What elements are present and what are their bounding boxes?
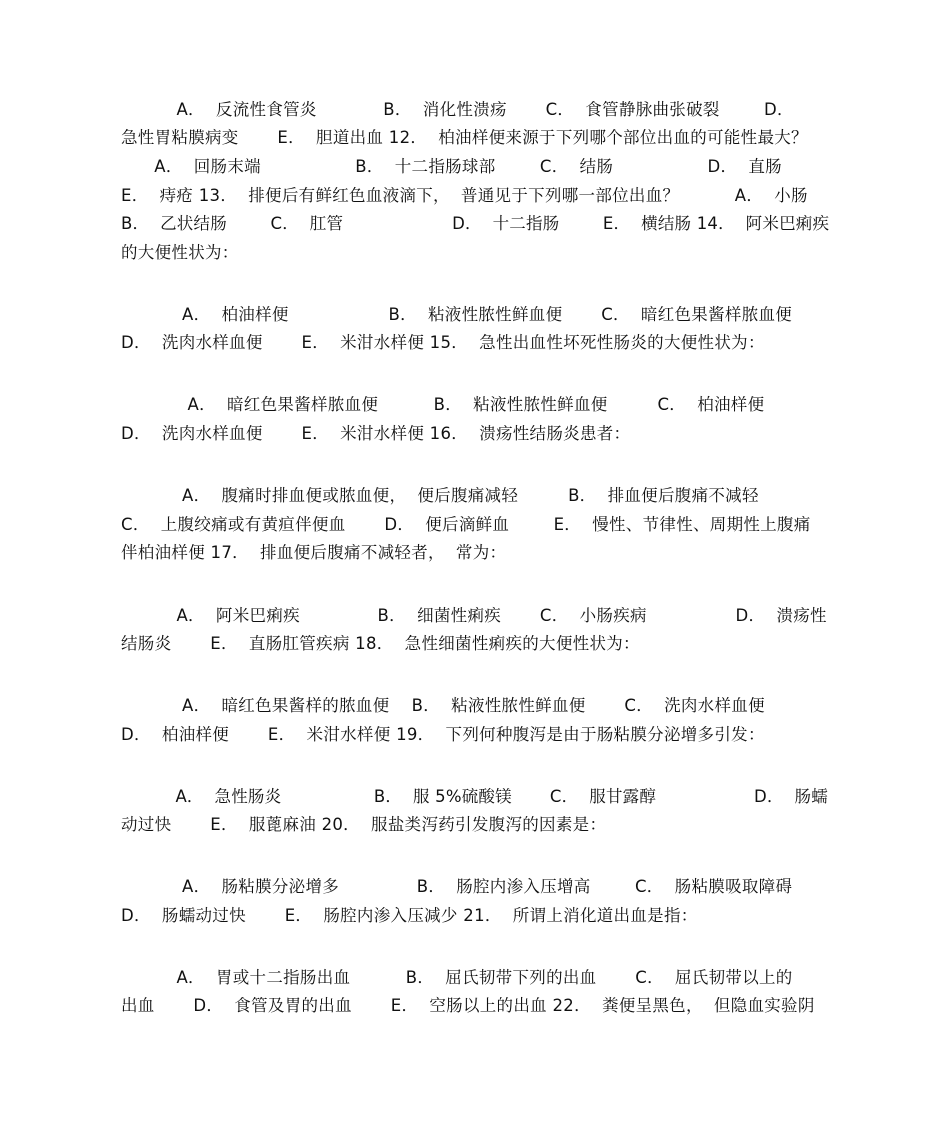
text-line: A． 急性肠炎 B． 服 5%硫酸镁 C． 服甘露醇 D． 肠蠕 — [121, 787, 828, 806]
text-line: E． 痔疮 13． 排便后有鲜红色血液滴下， 普通见于下列哪一部位出血？ A． 小肠 — [121, 186, 808, 205]
text-line: D． 洗肉水样血便 E． 米泔水样便 16． 溃疡性结肠炎患者： — [121, 424, 631, 443]
text-line: A． 暗红色果酱样脓血便 B． 粘液性脓性鲜血便 C． 柏油样便 — [121, 395, 765, 414]
text-line: A． 腹痛时排血便或脓血便， 便后腹痛减轻 B． 排血便后腹痛不减轻 — [121, 486, 759, 505]
text-line: D． 肠蠕动过快 E． 肠腔内渗入压减少 21． 所谓上消化道出血是指： — [121, 906, 698, 925]
text-line: D． 洗肉水样血便 E． 米泔水样便 15． 急性出血性坏死性肠炎的大便性状为： — [121, 333, 765, 352]
text-line: 的大便性状为： — [121, 243, 239, 262]
text-line: A． 肠粘膜分泌增多 B． 肠腔内渗入压增高 C． 肠粘膜吸取障碍 — [121, 877, 793, 896]
text-line: A． 暗红色果酱样的脓血便 B． 粘液性脓性鲜血便 C． 洗肉水样血便 — [121, 696, 765, 715]
text-line: 结肠炎 E． 直肠肛管疾病 18． 急性细菌性痢疾的大便性状为： — [121, 634, 640, 653]
text-line: 动过快 E． 服蓖麻油 20． 服盐类泻药引发腹泻的因素是： — [121, 815, 607, 834]
text-line: A． 反流性食管炎 B． 消化性溃疡 C． 食管静脉曲张破裂 D． — [121, 100, 794, 119]
text-line: 伴柏油样便 17． 排血便后腹痛不减轻者， 常为： — [121, 543, 507, 562]
text-line: A． 回肠末端 B． 十二指肠球部 C． 结肠 D． 直肠 — [121, 157, 782, 176]
text-line: 急性胃粘膜病变 E． 胆道出血 12． 柏油样便来源于下列哪个部位出血的可能性最大？ — [121, 128, 808, 147]
text-line: A． 阿米巴痢疾 B． 细菌性痢疾 C． 小肠疾病 D． 溃疡性 — [121, 606, 827, 625]
text-line: B． 乙状结肠 C． 肛管 D． 十二指肠 E． 横结肠 14． 阿米巴痢疾 — [121, 214, 830, 233]
text-line: D． 柏油样便 E． 米泔水样便 19． 下列何种腹泻是由于肠粘膜分泌增多引发： — [121, 725, 765, 744]
text-line: C． 上腹绞痛或有黄疸伴便血 D． 便后滴鲜血 E． 慢性、节律性、周期性上腹痛 — [121, 515, 811, 534]
text-line: A． 柏油样便 B． 粘液性脓性鲜血便 C． 暗红色果酱样脓血便 — [121, 305, 793, 324]
text-line: 出血 D． 食管及胃的出血 E． 空肠以上的出血 22． 粪便呈黑色， 但隐血实验阴 — [121, 996, 815, 1015]
text-line: A． 胃或十二指肠出血 B． 屈氏韧带下列的出血 C． 屈氏韧带以上的 — [121, 968, 793, 987]
